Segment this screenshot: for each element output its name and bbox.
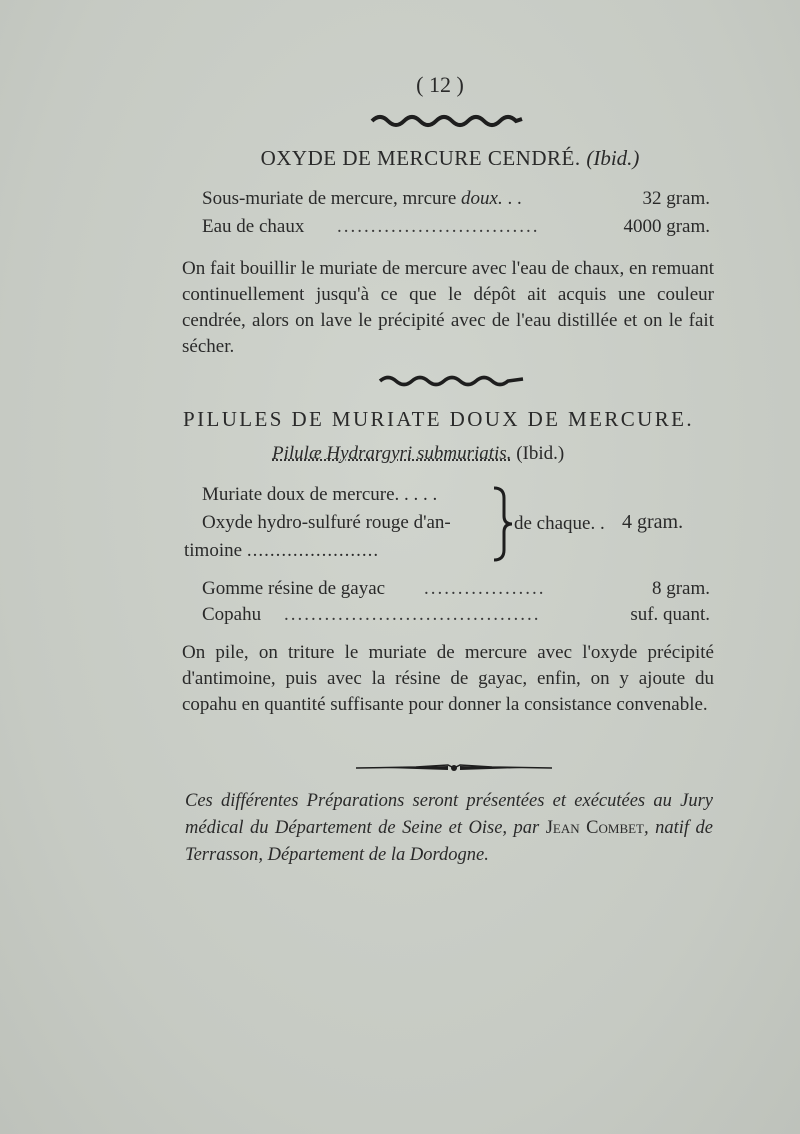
ingredient-label: Copahu <box>202 604 262 625</box>
brace-label: de chaque. . <box>514 513 605 534</box>
ingredient-row <box>202 188 710 212</box>
section-title-oxyde <box>0 146 800 171</box>
instruction-paragraph: On pile, on triture le muriate de mercure avec l'oxyde précipité d'antimoine, puis avec la résine de gayac, enfin, on y ajoute du copahu en quantité suffisante pour donner la consistance convenable. <box>182 642 714 715</box>
page-number: ( 12 ) <box>416 72 464 97</box>
group-line-2: Oxyde hydro-sulfuré rouge d'an- <box>202 512 451 533</box>
ingredient-amount: suf. quant. <box>630 604 710 625</box>
wave-ornament-icon <box>378 374 526 388</box>
group-line-1: Muriate doux de mercure. . . . . <box>202 484 438 505</box>
brace-amount: 4 gram. <box>622 511 684 533</box>
closing-paragraph: Ces différentes Préparations seront présentées et exécutées au Jury médical du Département de Seine et Oise, par Jean Combet, natif de Terrasson, Département de la Dordogne. <box>185 791 713 865</box>
curly-brace-icon <box>490 484 514 564</box>
ingredient-label: Gomme résine de gayac <box>202 578 386 599</box>
leader-dots: ...................................... <box>284 604 541 625</box>
ingredient-label: Eau de chaux <box>202 216 305 237</box>
latin-name: Pilulæ Hydrargyri submuriatis. <box>272 443 512 464</box>
group-line-3: timoine ....................... <box>184 540 380 561</box>
ingredient-amount: 32 gram. <box>642 188 710 209</box>
title-ref: (Ibid.) <box>586 146 640 170</box>
rule-ornament-icon <box>356 762 552 774</box>
ingredient-row <box>202 216 710 240</box>
ingredient-amount: 4000 gram. <box>623 216 710 237</box>
ingredient-row <box>202 578 710 602</box>
leader-dots: .............................. <box>337 216 540 237</box>
section-title-pilules: PILULES DE MURIATE DOUX DE MERCURE. <box>183 407 694 431</box>
title-text: OXYDE DE MERCURE CENDRÉ. <box>260 146 581 170</box>
ingredient-label: Sous-muriate de mercure, mrcure doux. . . <box>202 188 522 209</box>
instruction-paragraph: On fait bouillir le muriate de mercure avec l'eau de chaux, en remuant continuellement jusqu'à ce que le dépôt ait acquis une couleur cendrée, alors on lave le précipité avec de l'eau distillée et on le fait sécher. <box>182 258 714 357</box>
ingredient-row <box>202 604 710 628</box>
leader-dots: .................. <box>424 578 546 599</box>
latin-subtitle <box>272 443 564 465</box>
latin-ref: (Ibid.) <box>516 443 565 464</box>
wave-ornament-icon <box>370 113 525 129</box>
ingredient-amount: 8 gram. <box>651 578 710 599</box>
